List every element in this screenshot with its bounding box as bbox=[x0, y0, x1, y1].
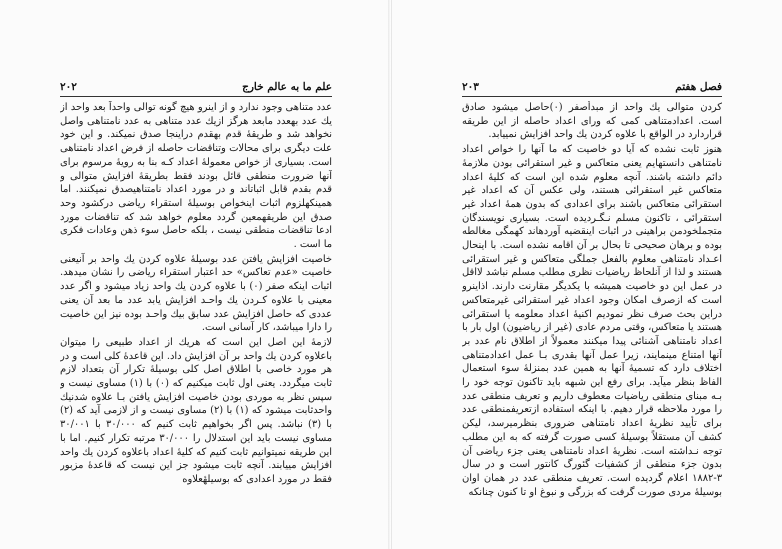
page-number: ۲۰۳ bbox=[462, 81, 479, 93]
left-page-body bbox=[60, 101, 332, 511]
paragraph: لازمهٔ این اصل این است که هریك از اعداد طبیعی را میتوان باعلاوه کردن یك واحد بر آن افزایش داد. این قاعدهٔ کلی است و در هر مورد خاصی با اطلاق اصل کلی بوسیلهٔ تکرار آن بتعداد لازم ثابت میگردد. یعنی اول ثابت میکنیم که (۰) با (۱) مساوی نیست و سپس نظر به موردی بودن خاصیت افزایش یافتن بـا علاوه شدنیك واحدثابت میشود که (۱) با (۲) مساوی نیست و از لازمی آید که (۲) با (۳) نباشد. پس اگر بخواهیم ثابت کنیم که ۳۰/۰۰۰ با ۳۰/۰۰۱ مساوی نیست باید این استدلال را ۳۰/۰۰۰ مرتبه تکرار کنیم. اما با این طریقه نمیتوانیم ثابت کنیم که کلیهٔ اعداد باعلاوه کردن یك واحد افزایش مییابند. آنچه ثابت میشود جز این نیست که قاعدهٔ مزبور فقط در مورد اعدادی که بوسیلهٔعلاوه bbox=[60, 336, 332, 485]
paragraph: عدد متناهی وجود ندارد و از اینرو هیچ گونه توالی واحداً بعد واحد از یك عدد بهعدد مابعد هرگز ازیك عدد متناهی به عدد نامتناهی واصل نخواهد شد و طریقهٔ قدم بهقدم دراینجا صدق نمیکند. و این خود علت دیگری برای محالات وتناقضات حاصله از فرض اعداد نامتناهی است. بسیاری از خواص معمولهٔ اعداد کـه بنا به رویهٔ مرسوم برای آنها ضرورت منطقی قائل بودند فقط بطریقهٔ افزایش متوالی و قدم بقدم قابل اثباتاند و در مورد اعداد نامتناهیصدق نمیکنند. اما همینکهلزوم اثبات اینخواص بوسیلهٔ استقراء ریاضی دركشود وحد صدق این طریقهمعین گردد معلوم خواهد شد که تناقضات مورد ادعا تناقضات منطقی نیست ، بلکه حاصل سوء ذهن وعادات فکری ما است . bbox=[60, 102, 332, 251]
left-page-header bbox=[60, 80, 332, 97]
running-head: فصل هفتم bbox=[675, 81, 722, 93]
running-head: علم ما به عالم خارج bbox=[242, 81, 332, 93]
paragraph: خاصیت افزایش یافتن عدد بوسیلهٔ علاوه کردن یك واحد بر آنیعنی خاصیت «عدم تعاکس» حد اعتبار استقراء ریاضی را نشان میدهد. اثبات اینکه صفر (۰) با علاوه کردن یك واحد زیاد میشود و اگر عدد معینی با علاوه کـردن یك واحـد افزایش یابد عدد ما بعد آن یعنی عددی که حاصل افزایش عدد سابق بیك واحـد بوده نیز این خاصیت را دارا میباشد، کار آسانی است. bbox=[60, 253, 332, 334]
right-page-header bbox=[462, 80, 722, 97]
paragraph: هنوز ثابت نشده که آیا دو خاصیت که ما آنها را خواص اعداد نامتناهی دانستهایم یعنی متعاکس و غیر استقرائی بودن ملازمهٔ دائم داشته باشند. آنچه معلوم شده این است که کلیهٔ اعداد متعاکس غیر استقرائی هستند، ولی عکس آن که اعداد غیر استقرائی متعاکس باشند برای اعدادی که بدون همهٔ اعداد غیر استقرائی ، تاکنون مسلم نـگـردیده است. بسیاری نویسندگان متجملخودمن براهینی در اثبات اینقضیه آوردهاند کهمگی مغالطه بوده و برهان صحیحی تا بحال بر آن اقامه نشده است. با اینحال اعـداد نامتناهی معلوم بالفعل جملگی متعاکس و غیر استقرائی هستند و لذا از آنلحاظ ریاضیات نظری مطلب مسلم نباشد لااقل در عمل این دو خاصیت همیشه با یکدیگر مقارنت دارند. اذاینرو است که ازصرف امکان وجود اعداد غیر استقرائی غیرمتعاکس دراین بحث صرف نظر نمودیم اکنیهٔ اعداد معلومه یا استقرائی هستند یا متعاکس، وقتی مردم عادی (غیر از ریاضیون) اول بار با اعداد نامتناهی آشنائی پیدا میکنند معمولاً از اطلاق نام عدد بر آنها امتناع مینمایند، زیرا عمل آنها بقدری بـا عمل اعدادمتناهی اختلاف دارد که تسمیهٔ آنها به همین عدد بمنزلهٔ سوء استعمال الفاظ بنظر میآید. برای رفع این شبهه باید تاکنون توجه خود را بـه مبنای منطقی ریاضیات معطوف داریم و تعریف منطقی عدد را مورد ملاحظه قرار دهیم. با اینکه استفاده ازتعریفمنطقی عدد برای تأیید نظریهٔ اعداد نامتناهی ضروری بنظرمیرسد، لیکن کشف آن مستقلاً بوسیلهٔ کسی صورت گرفته که به این مطلب توجه نـداشته است. نظریهٔ اعداد نامتناهی یعنی جزء ریاضی آن بدون جزء منطقی از کشفیات گئورگ کانتور است و در سال ۳-۱۸۸۲ اعلام گردیده است. تعریف منطقی عدد در همان اوان بوسیلهٔ مردی صورت گرفت که بزرگی و نبوغ او تا کنون چنانکه bbox=[462, 144, 722, 498]
page-number: ۲۰۲ bbox=[60, 81, 77, 93]
paragraph: کردن متوالی یك واحد از مبدأصفر (۰)حاصل میشود صادق است. اعدادمتناهی کمی که ورای اعداد حاصله از این طریقه قراردارد در الواقع با علاوه کردن یك واحد افزایش نمییابد. bbox=[462, 102, 722, 141]
right-page-body bbox=[462, 101, 722, 511]
right-page bbox=[391, 0, 782, 549]
